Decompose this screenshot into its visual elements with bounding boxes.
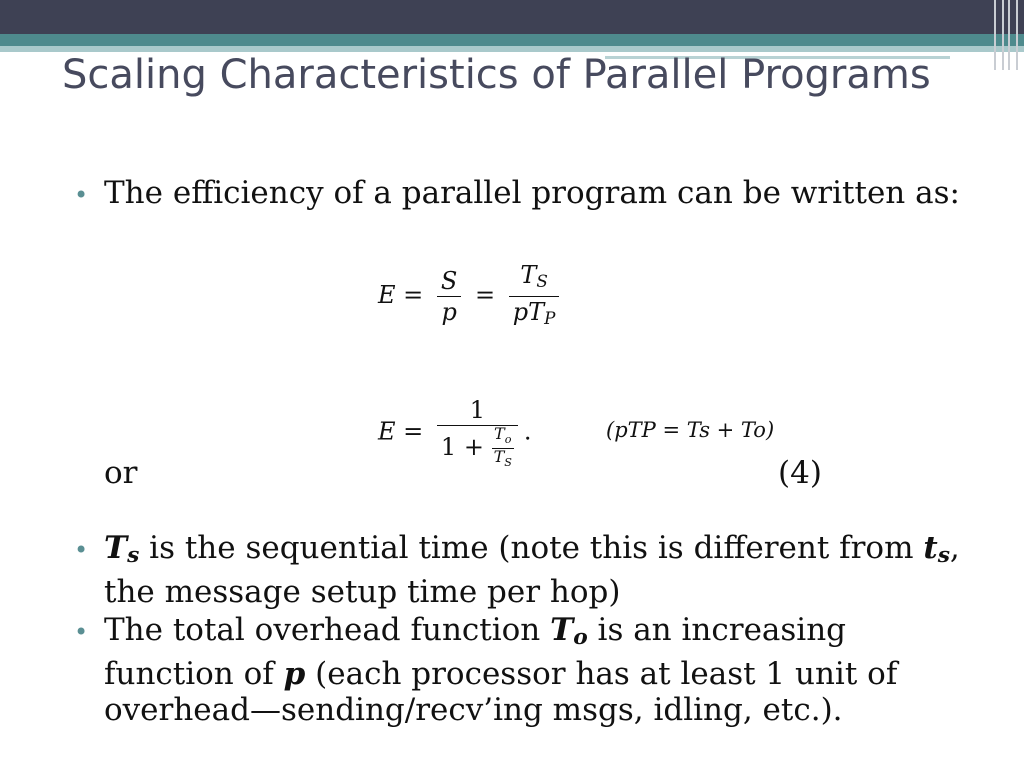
eq1-den1: p [441, 298, 457, 326]
bullet2-text-b: , the message setup time per hop) [104, 530, 960, 610]
eq1-den2: $pT_P$ [512, 298, 556, 328]
bullet-sequential-time [72, 530, 962, 610]
bullet3-text-c: (each processor has at least 1 unit of overhead—sending/recv’ing msgs, idling, etc.). [104, 656, 898, 728]
eq2-period: . [523, 417, 532, 446]
symbol-To: To [550, 612, 588, 650]
symbol-p: p [283, 656, 306, 692]
symbol-Ts: Ts [104, 530, 140, 568]
bullet-list-top [72, 175, 962, 211]
bullet3-text-b: is an increasing function of [104, 612, 847, 692]
bullet-efficiency [72, 175, 962, 211]
equation-efficiency [378, 260, 565, 333]
bullet-efficiency-text: The efficiency of a parallel program can be written as: [104, 175, 960, 211]
header-bar-dark [0, 0, 1024, 34]
symbol-ts-lower: ts [923, 530, 950, 568]
eq1-equals: = [403, 281, 424, 309]
overhead-relation: (pTP = Ts + To) [606, 418, 775, 442]
eq2-num: 1 [437, 395, 518, 426]
bullet3-text-a: The total overhead function [104, 612, 551, 648]
bullet-overhead-function [72, 612, 962, 728]
eq2-fraction [437, 395, 518, 471]
equation-number: (4) [778, 455, 822, 491]
bullet-dot: • [74, 181, 89, 209]
bullet-list-bottom [72, 530, 962, 730]
eq2-den: 1 + $\frac{T_o}{T_S}$ [440, 424, 512, 469]
eq1-fraction-2 [509, 260, 560, 333]
eq2-lhs: E [378, 417, 396, 446]
eq1-equals-2: = [475, 281, 496, 309]
corner-decoration [990, 0, 1024, 70]
eq1-lhs: E [378, 281, 396, 309]
eq1-num1: S [437, 266, 461, 297]
equation-efficiency-overhead [378, 395, 532, 471]
or-text: or [104, 455, 138, 491]
bullet2-text-a: is the sequential time (note this is different from [139, 530, 924, 566]
eq1-fraction-1 [437, 266, 461, 327]
eq1-num2: $T_S$ [509, 260, 560, 297]
eq2-inner-fraction: $\frac{T_o}{T_S}$ [493, 424, 512, 469]
header-bar-teal [0, 34, 1024, 46]
eq2-equals: = [403, 417, 424, 446]
slide-title: Scaling Characteristics of Parallel Programs [62, 52, 931, 98]
bullet-dot: • [74, 618, 89, 646]
bullet-dot: • [74, 536, 89, 564]
